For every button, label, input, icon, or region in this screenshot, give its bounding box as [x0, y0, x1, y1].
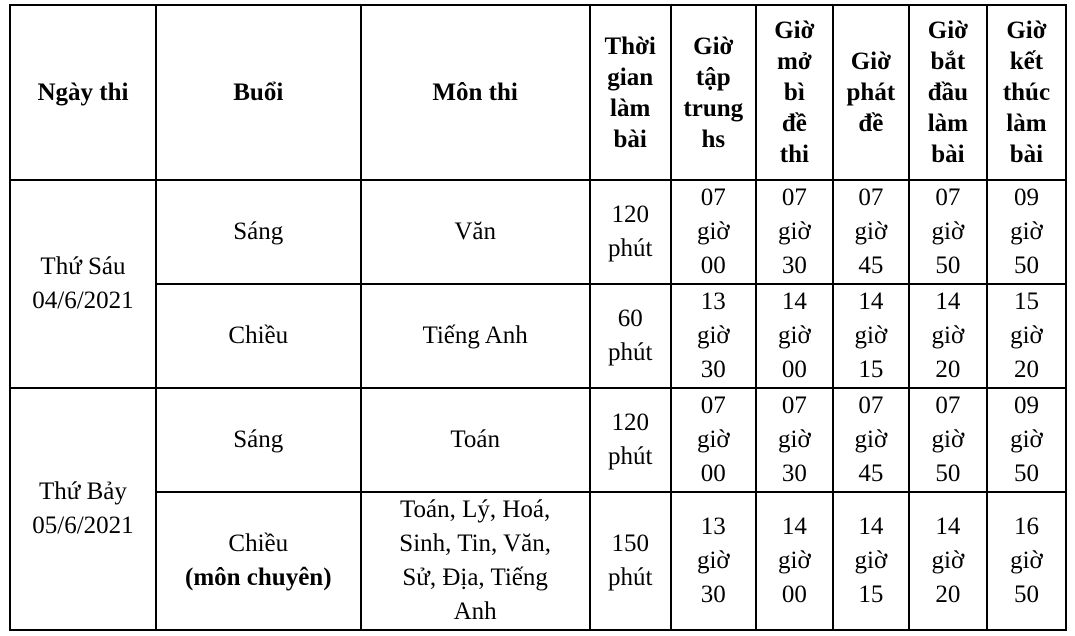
- start-time-cell: 14 giờ 20: [909, 492, 987, 630]
- gather-time-cell: 07 giờ 00: [671, 388, 756, 492]
- end-time-cell: 16 giờ 50: [987, 492, 1066, 630]
- table-row: [10, 492, 1066, 630]
- start-time-cell: 07 giờ 50: [909, 388, 987, 492]
- header-date: Ngày thi: [10, 5, 156, 180]
- gather-time-cell: 13 giờ 30: [671, 284, 756, 388]
- open-time-cell: 14 giờ 00: [756, 284, 833, 388]
- session-cell: Chiều (môn chuyên): [156, 492, 361, 630]
- end-time-cell: 15 giờ 20: [987, 284, 1066, 388]
- day-cell: Thứ Sáu 04/6/2021: [10, 180, 156, 388]
- header-open: Giờ mở bì đề thi: [756, 5, 833, 180]
- open-time-cell: 07 giờ 30: [756, 180, 833, 284]
- end-time-cell: 09 giờ 50: [987, 388, 1066, 492]
- gather-time-cell: 13 giờ 30: [671, 492, 756, 630]
- start-time-cell: 14 giờ 20: [909, 284, 987, 388]
- header-row: [10, 5, 1066, 180]
- subject-cell: Văn: [361, 180, 590, 284]
- header-subject: Môn thi: [361, 5, 590, 180]
- table-row: [10, 180, 1066, 284]
- distribute-time-cell: 14 giờ 15: [833, 284, 909, 388]
- gather-time-cell: 07 giờ 00: [671, 180, 756, 284]
- session-cell: Chiều: [156, 284, 361, 388]
- duration-cell: 150 phút: [590, 492, 671, 630]
- header-end: Giờ kết thúc làm bài: [987, 5, 1066, 180]
- header-start: Giờ bắt đầu làm bài: [909, 5, 987, 180]
- start-time-cell: 07 giờ 50: [909, 180, 987, 284]
- duration-cell: 120 phút: [590, 388, 671, 492]
- session-cell: Sáng: [156, 180, 361, 284]
- subject-cell: Toán: [361, 388, 590, 492]
- table-row: [10, 388, 1066, 492]
- table-row: [10, 284, 1066, 388]
- distribute-time-cell: 07 giờ 45: [833, 180, 909, 284]
- exam-schedule-table: [9, 4, 1067, 631]
- header-distribute: Giờ phát đề: [833, 5, 909, 180]
- header-session: Buổi: [156, 5, 361, 180]
- header-duration: Thời gian làm bài: [590, 5, 671, 180]
- subject-cell: Toán, Lý, Hoá, Sinh, Tin, Văn, Sử, Địa, Tiếng Anh: [361, 492, 590, 630]
- open-time-cell: 14 giờ 00: [756, 492, 833, 630]
- distribute-time-cell: 14 giờ 15: [833, 492, 909, 630]
- open-time-cell: 07 giờ 30: [756, 388, 833, 492]
- session-cell: Sáng: [156, 388, 361, 492]
- header-gather: Giờ tập trung hs: [671, 5, 756, 180]
- subject-cell: Tiếng Anh: [361, 284, 590, 388]
- duration-cell: 60 phút: [590, 284, 671, 388]
- duration-cell: 120 phút: [590, 180, 671, 284]
- end-time-cell: 09 giờ 50: [987, 180, 1066, 284]
- day-cell: Thứ Bảy 05/6/2021: [10, 388, 156, 630]
- distribute-time-cell: 07 giờ 45: [833, 388, 909, 492]
